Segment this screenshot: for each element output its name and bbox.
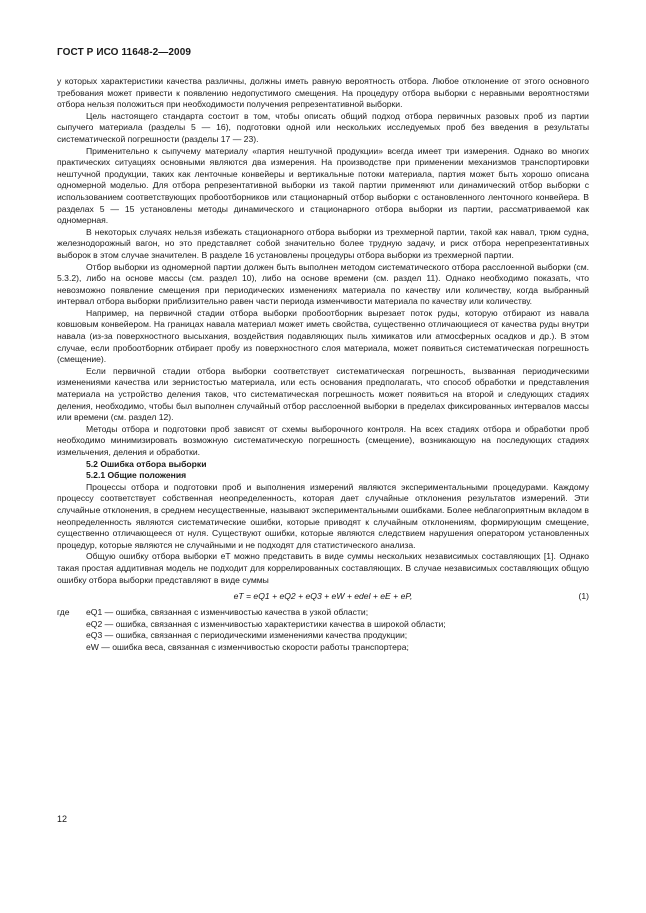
paragraph: Методы отбора и подготовки проб зависят от схемы выборочного контроля. На всех стадиях отбора и обработки проб необходимо минимизировать возможную систематическую погрешность (смещение), возникающую на последующих стадиях измельчения, деления и обработки. xyxy=(57,423,589,457)
paragraph: Если первичной стадии отбора выборки соответствует систематическая погрешность, вызванная периодическими изменениями качества или зернистостью материала, или есть основания предполагать, что способ обработки и представления материала на устройство деления таков, что систематическая погрешность может появиться на второй и следующих стадиях деления, необходимо, чтобы был выполнен случайный отбор расслоенной выборки в пределах фиксированных интервалов массы или времени (см. раздел 12). xyxy=(57,365,589,423)
definition-row xyxy=(57,630,589,642)
paragraph: Например, на первичной стадии отбора выборки пробоотборник вырезает поток руды, которую отбирают из навала ковшовым конвейером. На границах навала материал может иметь свойства, существенно отличающиеся от качества руды внутри навала (из-за поверхностного высыхания, воздействия подавляющих пыль химикатов или атмосферных осадков и др.). В этом случае, если пробоотборник отбирает пробу из поверхностного слоя материала, может появиться систематическая погрешность (смещение). xyxy=(57,307,589,365)
where-label: где xyxy=(57,607,70,618)
paragraph: Цель настоящего стандарта состоит в том, чтобы описать общий подход отбора первичных разовых проб из партии сыпучего материала (разделы 5 — 16), подготовки одной или нескольких исследуемых проб без введения в результаты систематической погрешности (разделы 17 — 23). xyxy=(57,110,589,144)
paragraph: Применительно к сыпучему материалу «партия нештучной продукции» всегда имеет три измерения. Однако во многих практических ситуациях основными являются два измерения. На производстве при применении механизмов транспортировки нештучной продукции, таких как ленточные конвейеры и вертикальные потоки материала, партия может быть хорошо описана одномерной моделью. Для отбора репрезентативной выборки из такой партии применяют или динамический отбор выборки с использованием соответствующих пробоотборников или стационарный отбор выборки с остановленного ленточного конвейера. В разделах 5 — 15 установлены методы динамического и стационарного отбора выборки из партии, рассматриваемой как одномерная. xyxy=(57,145,589,226)
standard-header: ГОСТ Р ИСО 11648-2—2009 xyxy=(57,47,192,58)
formula-number: (1) xyxy=(578,591,589,602)
paragraph: у которых характеристики качества различны, должны иметь равную вероятность отбора. Любое отклонение от этого основного требования может привести к появлению недопустимого смещения. На процедуру отбора выборки с неравными вероятностями отбора нельзя положиться при необходимости получения репрезентативной выборки. xyxy=(57,76,589,110)
definitions-list xyxy=(57,607,589,653)
section-heading-5-2-1: 5.2.1 Общие положения xyxy=(86,470,187,481)
definition-text: eQ1 — ошибка, связанная с изменчивостью качества в узкой области; xyxy=(86,607,369,618)
formula-expression: eT = eQ1 + eQ2 + eQ3 + eW + edel + eE + eP, xyxy=(233,591,413,602)
definition-row xyxy=(57,607,589,619)
paragraph: Процессы отбора и подготовки проб и выполнения измерений являются экспериментальными процедурами. Каждому процессу соответствует собственная неопределенность, которая дает случайные отклонения результатов измерений. Эти случайные отклонения, в среднем несущественные, называют экспериментальными ошибками. Более неблагоприятным вкладом в неопределенность являются систематические ошибки, которые приводят к случайным отклонениям, формирующим смещение, существенно отличающееся от нуля. Существуют ошибки, которые являются следствием нарушения оператором установленных процедур, которые являются не случайными и не подходят для статистического анализа. xyxy=(57,481,589,550)
page-number: 12 xyxy=(57,814,68,824)
paragraph: Отбор выборки из одномерной партии должен быть выполнен методом систематического отбора расслоенной выборки (см. 5.3.2), либо на основе массы (см. раздел 10), либо на основе времени (см. раздел 11). Однако необходимо показать, что невозможно появление смещения при периодических изменениях материала по качеству или количеству, когда выбранный интервал отбора выборки приблизительно равен части периода изменчивости материала по качеству или количеству. xyxy=(57,261,589,307)
definition-row xyxy=(57,619,589,631)
body-text xyxy=(57,76,589,654)
section-heading-5-2: 5.2 Ошибка отбора выборки xyxy=(86,458,207,469)
definition-text: eW — ошибка веса, связанная с изменчивостью скорости работы транспортера; xyxy=(86,641,409,652)
paragraph: В некоторых случаях нельзя избежать стационарного отбора выборки из трехмерной партии, такой как навал, трюм судна, железнодорожный вагон, но это представляет собой значительно более трудную задачу, и риск отбора нерепрезентативных выборок в этом случае значителен. В разделе 16 установлены процедуры отбора выборки из трехмерной партии. xyxy=(57,226,589,260)
definition-text: eQ2 — ошибка, связанная с изменчивостью характеристики качества в широкой области; xyxy=(86,618,446,629)
definition-text: eQ3 — ошибка, связанная с периодическими изменениями качества продукции; xyxy=(86,630,408,641)
definition-row xyxy=(57,642,589,654)
paragraph: Общую ошибку отбора выборки eT можно представить в виде суммы нескольких независимых составляющих [1]. Однако такая простая аддитивная модель не подходит для коррелированных составляющих. В случае независимых составляющих общую ошибку отбора выборки представляют в виде суммы xyxy=(57,551,589,585)
formula-1 xyxy=(57,589,589,605)
